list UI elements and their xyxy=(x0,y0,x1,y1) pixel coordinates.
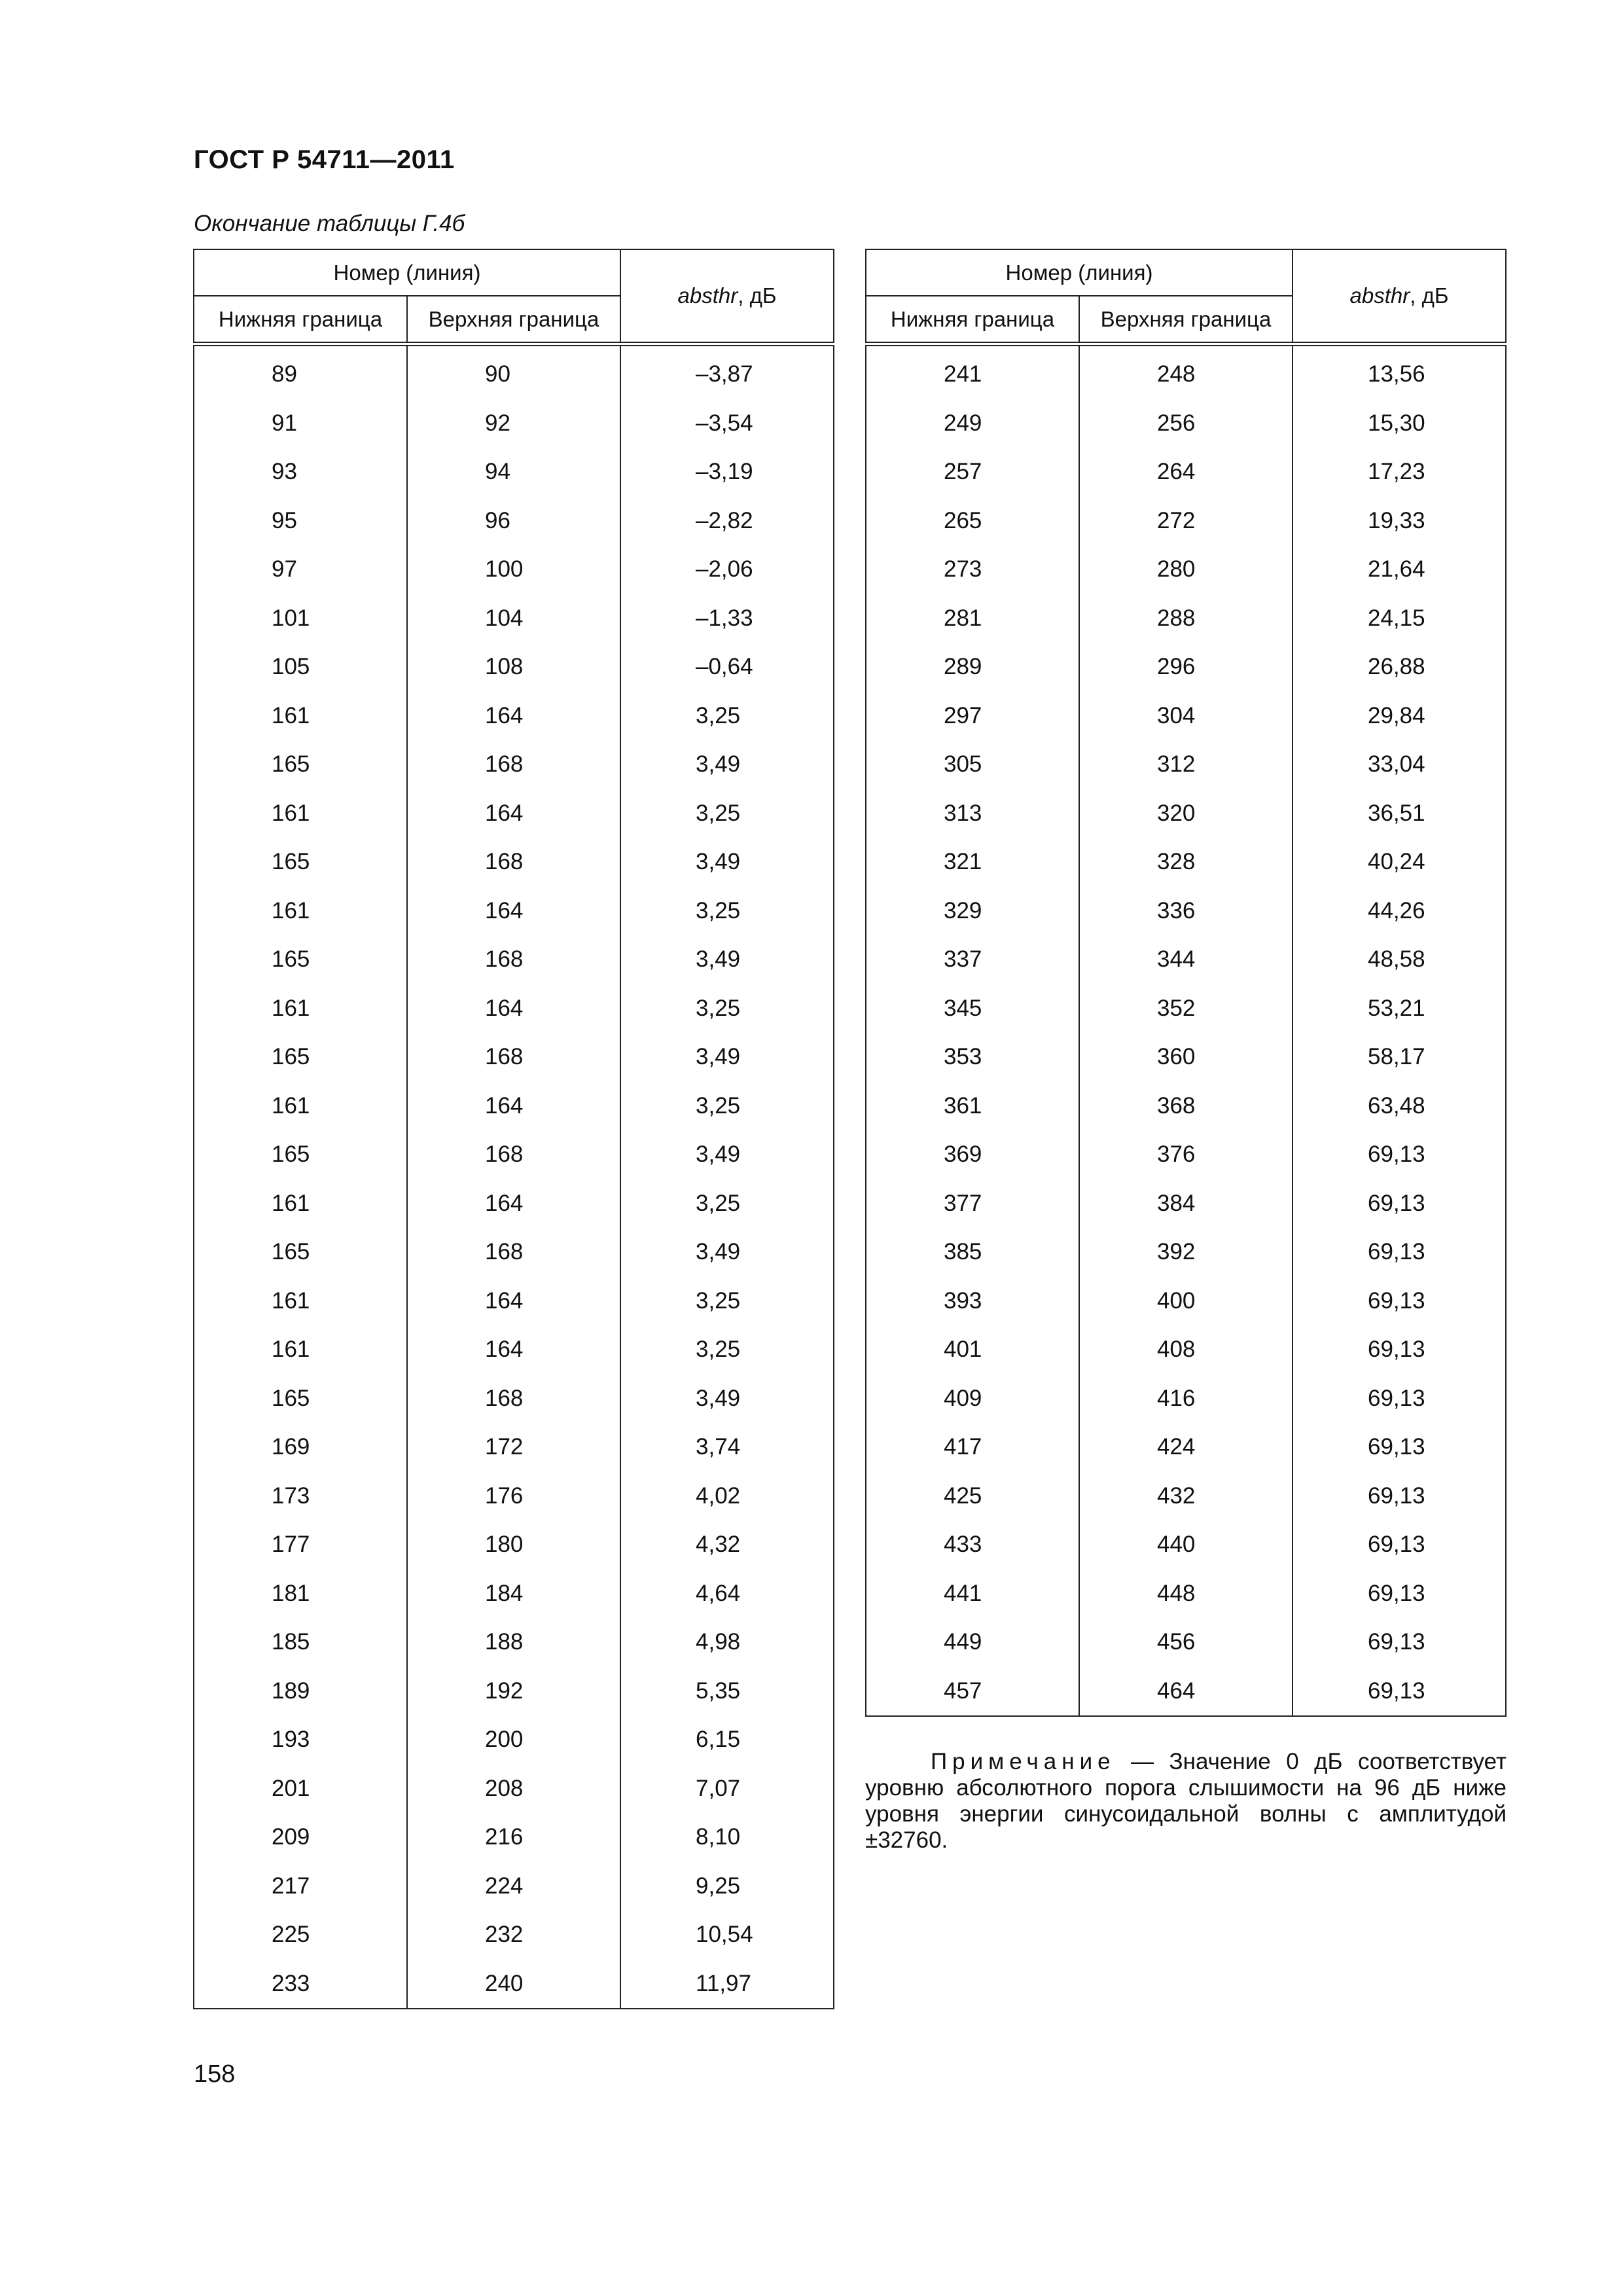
table-row xyxy=(866,692,1506,741)
cell-lower-bound: 257 xyxy=(866,448,1079,497)
cell-absthr: 4,32 xyxy=(620,1520,834,1570)
cell-lower-bound: 165 xyxy=(194,740,407,789)
cell-lower-bound: 385 xyxy=(866,1228,1079,1277)
cell-lower-bound: 345 xyxy=(866,984,1079,1033)
cell-lower-bound: 95 xyxy=(194,497,407,546)
cell-upper-bound: 336 xyxy=(1079,887,1293,936)
cell-absthr: 69,13 xyxy=(1293,1228,1506,1277)
table-row xyxy=(194,1228,834,1277)
cell-lower-bound: 449 xyxy=(866,1618,1079,1667)
table-row xyxy=(866,399,1506,448)
cell-lower-bound: 161 xyxy=(194,984,407,1033)
cell-upper-bound: 432 xyxy=(1079,1472,1293,1521)
cell-lower-bound: 193 xyxy=(194,1715,407,1765)
cell-lower-bound: 409 xyxy=(866,1374,1079,1424)
cell-lower-bound: 161 xyxy=(194,1082,407,1131)
cell-upper-bound: 200 xyxy=(407,1715,620,1765)
table-row xyxy=(866,344,1506,399)
cell-lower-bound: 165 xyxy=(194,1374,407,1424)
cell-upper-bound: 100 xyxy=(407,545,620,594)
cell-upper-bound: 400 xyxy=(1079,1277,1293,1326)
table-note xyxy=(865,1749,1507,1854)
cell-upper-bound: 256 xyxy=(1079,399,1293,448)
cell-absthr: 3,49 xyxy=(620,1130,834,1179)
cell-lower-bound: 289 xyxy=(866,643,1079,692)
cell-upper-bound: 168 xyxy=(407,935,620,984)
cell-upper-bound: 320 xyxy=(1079,789,1293,838)
cell-absthr: 63,48 xyxy=(1293,1082,1506,1131)
cell-absthr: 3,49 xyxy=(620,1374,834,1424)
cell-lower-bound: 401 xyxy=(866,1325,1079,1374)
cell-absthr: 69,13 xyxy=(1293,1130,1506,1179)
header-group-number: Номер (линия) xyxy=(866,249,1293,296)
cell-upper-bound: 240 xyxy=(407,1960,620,2009)
table-row xyxy=(866,448,1506,497)
cell-absthr: –3,54 xyxy=(620,399,834,448)
cell-upper-bound: 208 xyxy=(407,1765,620,1814)
cell-upper-bound: 176 xyxy=(407,1472,620,1521)
cell-upper-bound: 164 xyxy=(407,789,620,838)
table-right xyxy=(865,249,1507,1717)
header-absthr-unit: , дБ xyxy=(1410,283,1449,308)
header-upper-bound: Верхняя граница xyxy=(1079,296,1293,344)
cell-lower-bound: 209 xyxy=(194,1813,407,1862)
cell-upper-bound: 224 xyxy=(407,1862,620,1911)
cell-absthr: 3,25 xyxy=(620,1082,834,1131)
cell-absthr: 40,24 xyxy=(1293,838,1506,887)
table-row xyxy=(866,838,1506,887)
cell-lower-bound: 161 xyxy=(194,1277,407,1326)
cell-lower-bound: 329 xyxy=(866,887,1079,936)
cell-upper-bound: 168 xyxy=(407,1374,620,1424)
table-row xyxy=(866,1325,1506,1374)
table-row xyxy=(866,740,1506,789)
cell-lower-bound: 105 xyxy=(194,643,407,692)
cell-absthr: 11,97 xyxy=(620,1960,834,2009)
cell-lower-bound: 161 xyxy=(194,887,407,936)
cell-absthr: 33,04 xyxy=(1293,740,1506,789)
cell-lower-bound: 393 xyxy=(866,1277,1079,1326)
cell-absthr: 3,25 xyxy=(620,984,834,1033)
cell-lower-bound: 297 xyxy=(866,692,1079,741)
cell-upper-bound: 168 xyxy=(407,1228,620,1277)
cell-lower-bound: 265 xyxy=(866,497,1079,546)
cell-lower-bound: 91 xyxy=(194,399,407,448)
header-upper-bound: Верхняя граница xyxy=(407,296,620,344)
cell-upper-bound: 168 xyxy=(407,1130,620,1179)
table-row xyxy=(866,1033,1506,1082)
table-row xyxy=(194,1374,834,1424)
cell-upper-bound: 192 xyxy=(407,1667,620,1716)
table-row xyxy=(194,1082,834,1131)
cell-absthr: 3,25 xyxy=(620,1277,834,1326)
cell-lower-bound: 189 xyxy=(194,1667,407,1716)
cell-absthr: 3,25 xyxy=(620,1179,834,1229)
table-row xyxy=(866,1082,1506,1131)
cell-absthr: 5,35 xyxy=(620,1667,834,1716)
cell-lower-bound: 97 xyxy=(194,545,407,594)
cell-lower-bound: 165 xyxy=(194,1228,407,1277)
table-row xyxy=(194,1277,834,1326)
cell-lower-bound: 361 xyxy=(866,1082,1079,1131)
page-number: 158 xyxy=(194,2060,236,2088)
cell-absthr: 3,49 xyxy=(620,1228,834,1277)
table-row xyxy=(866,1520,1506,1570)
cell-lower-bound: 233 xyxy=(194,1960,407,2009)
cell-upper-bound: 188 xyxy=(407,1618,620,1667)
cell-lower-bound: 425 xyxy=(866,1472,1079,1521)
cell-absthr: 4,02 xyxy=(620,1472,834,1521)
cell-absthr: 3,49 xyxy=(620,935,834,984)
table-row xyxy=(194,1423,834,1472)
cell-lower-bound: 93 xyxy=(194,448,407,497)
cell-lower-bound: 185 xyxy=(194,1618,407,1667)
cell-absthr: 69,13 xyxy=(1293,1374,1506,1424)
cell-upper-bound: 280 xyxy=(1079,545,1293,594)
cell-upper-bound: 304 xyxy=(1079,692,1293,741)
table-row xyxy=(866,935,1506,984)
cell-upper-bound: 360 xyxy=(1079,1033,1293,1082)
cell-upper-bound: 448 xyxy=(1079,1570,1293,1619)
cell-absthr: 3,49 xyxy=(620,740,834,789)
cell-upper-bound: 168 xyxy=(407,838,620,887)
cell-absthr: 3,25 xyxy=(620,789,834,838)
cell-upper-bound: 376 xyxy=(1079,1130,1293,1179)
header-absthr xyxy=(1293,249,1506,344)
cell-upper-bound: 272 xyxy=(1079,497,1293,546)
cell-upper-bound: 312 xyxy=(1079,740,1293,789)
header-absthr-unit: , дБ xyxy=(738,283,777,308)
cell-absthr: 29,84 xyxy=(1293,692,1506,741)
cell-absthr: 10,54 xyxy=(620,1910,834,1960)
cell-upper-bound: 440 xyxy=(1079,1520,1293,1570)
cell-upper-bound: 164 xyxy=(407,1277,620,1326)
cell-lower-bound: 457 xyxy=(866,1667,1079,1717)
table-row xyxy=(194,545,834,594)
cell-lower-bound: 313 xyxy=(866,789,1079,838)
cell-upper-bound: 180 xyxy=(407,1520,620,1570)
table-row xyxy=(866,984,1506,1033)
cell-upper-bound: 248 xyxy=(1079,344,1293,399)
cell-lower-bound: 337 xyxy=(866,935,1079,984)
cell-lower-bound: 165 xyxy=(194,838,407,887)
table-row xyxy=(866,1130,1506,1179)
cell-absthr: 3,25 xyxy=(620,692,834,741)
cell-upper-bound: 184 xyxy=(407,1570,620,1619)
cell-lower-bound: 161 xyxy=(194,692,407,741)
cell-lower-bound: 173 xyxy=(194,1472,407,1521)
table-row xyxy=(194,1618,834,1667)
table-row xyxy=(194,1960,834,2009)
table-row xyxy=(866,643,1506,692)
cell-lower-bound: 181 xyxy=(194,1570,407,1619)
table-row xyxy=(194,497,834,546)
cell-upper-bound: 392 xyxy=(1079,1228,1293,1277)
cell-lower-bound: 225 xyxy=(194,1910,407,1960)
table-row xyxy=(194,692,834,741)
cell-upper-bound: 96 xyxy=(407,497,620,546)
cell-lower-bound: 369 xyxy=(866,1130,1079,1179)
cell-upper-bound: 108 xyxy=(407,643,620,692)
table-row xyxy=(194,887,834,936)
header-absthr-name: absthr xyxy=(677,283,738,308)
cell-lower-bound: 441 xyxy=(866,1570,1079,1619)
table-row xyxy=(866,1667,1506,1717)
table-row xyxy=(194,1910,834,1960)
table-row xyxy=(194,643,834,692)
cell-absthr: –3,19 xyxy=(620,448,834,497)
table-row xyxy=(194,1813,834,1862)
cell-upper-bound: 164 xyxy=(407,984,620,1033)
table-row xyxy=(866,1228,1506,1277)
table-row xyxy=(194,740,834,789)
cell-lower-bound: 273 xyxy=(866,545,1079,594)
cell-upper-bound: 216 xyxy=(407,1813,620,1862)
table-row xyxy=(866,594,1506,643)
cell-absthr: 24,15 xyxy=(1293,594,1506,643)
cell-lower-bound: 161 xyxy=(194,1325,407,1374)
cell-upper-bound: 464 xyxy=(1079,1667,1293,1717)
cell-absthr: 7,07 xyxy=(620,1765,834,1814)
cell-lower-bound: 161 xyxy=(194,789,407,838)
cell-lower-bound: 417 xyxy=(866,1423,1079,1472)
cell-absthr: –0,64 xyxy=(620,643,834,692)
cell-upper-bound: 384 xyxy=(1079,1179,1293,1229)
cell-upper-bound: 344 xyxy=(1079,935,1293,984)
table-row xyxy=(194,1472,834,1521)
document-title: ГОСТ Р 54711—2011 xyxy=(194,145,455,174)
table-row xyxy=(194,399,834,448)
cell-lower-bound: 169 xyxy=(194,1423,407,1472)
cell-lower-bound: 353 xyxy=(866,1033,1079,1082)
cell-upper-bound: 168 xyxy=(407,740,620,789)
cell-lower-bound: 433 xyxy=(866,1520,1079,1570)
table-row xyxy=(866,789,1506,838)
cell-upper-bound: 328 xyxy=(1079,838,1293,887)
note-text: — Значение 0 дБ соответствует уровню абсолютного порога слышимости на 96 дБ ниже уровня энергии синусоидальной волны с амплитудой ±32760. xyxy=(865,1749,1507,1853)
cell-absthr: 69,13 xyxy=(1293,1179,1506,1229)
table-right-body xyxy=(866,344,1506,1717)
table-row xyxy=(194,1179,834,1229)
table-row xyxy=(194,935,834,984)
cell-lower-bound: 249 xyxy=(866,399,1079,448)
cell-absthr: 48,58 xyxy=(1293,935,1506,984)
cell-absthr: 26,88 xyxy=(1293,643,1506,692)
table-row xyxy=(866,497,1506,546)
cell-absthr: 69,13 xyxy=(1293,1423,1506,1472)
cell-lower-bound: 281 xyxy=(866,594,1079,643)
cell-upper-bound: 94 xyxy=(407,448,620,497)
cell-upper-bound: 90 xyxy=(407,344,620,399)
cell-absthr: 3,49 xyxy=(620,1033,834,1082)
cell-absthr: 36,51 xyxy=(1293,789,1506,838)
cell-absthr: 3,74 xyxy=(620,1423,834,1472)
cell-absthr: –1,33 xyxy=(620,594,834,643)
cell-lower-bound: 377 xyxy=(866,1179,1079,1229)
table-row xyxy=(194,789,834,838)
cell-absthr: –2,82 xyxy=(620,497,834,546)
cell-upper-bound: 296 xyxy=(1079,643,1293,692)
cell-lower-bound: 165 xyxy=(194,935,407,984)
cell-absthr: 58,17 xyxy=(1293,1033,1506,1082)
cell-absthr: 53,21 xyxy=(1293,984,1506,1033)
table-row xyxy=(194,1130,834,1179)
cell-upper-bound: 232 xyxy=(407,1910,620,1960)
table-row xyxy=(194,448,834,497)
cell-absthr: 4,64 xyxy=(620,1570,834,1619)
cell-absthr: 15,30 xyxy=(1293,399,1506,448)
cell-absthr: 69,13 xyxy=(1293,1570,1506,1619)
table-row xyxy=(194,1520,834,1570)
cell-absthr: 3,25 xyxy=(620,887,834,936)
table-row xyxy=(866,1374,1506,1424)
header-group-number: Номер (линия) xyxy=(194,249,620,296)
cell-upper-bound: 172 xyxy=(407,1423,620,1472)
table-row xyxy=(866,1472,1506,1521)
table-row xyxy=(866,1618,1506,1667)
cell-lower-bound: 177 xyxy=(194,1520,407,1570)
cell-lower-bound: 161 xyxy=(194,1179,407,1229)
header-absthr-name: absthr xyxy=(1349,283,1410,308)
cell-upper-bound: 164 xyxy=(407,692,620,741)
cell-upper-bound: 92 xyxy=(407,399,620,448)
table-row xyxy=(194,344,834,399)
cell-absthr: 69,13 xyxy=(1293,1667,1506,1717)
table-row xyxy=(866,545,1506,594)
cell-lower-bound: 201 xyxy=(194,1765,407,1814)
cell-absthr: 6,15 xyxy=(620,1715,834,1765)
table-row xyxy=(194,984,834,1033)
table-row xyxy=(866,1179,1506,1229)
cell-lower-bound: 305 xyxy=(866,740,1079,789)
header-lower-bound: Нижняя граница xyxy=(866,296,1079,344)
cell-absthr: 69,13 xyxy=(1293,1618,1506,1667)
table-row xyxy=(866,1277,1506,1326)
table-row xyxy=(194,1862,834,1911)
cell-lower-bound: 241 xyxy=(866,344,1079,399)
table-row xyxy=(866,1570,1506,1619)
cell-upper-bound: 104 xyxy=(407,594,620,643)
table-row xyxy=(194,1667,834,1716)
cell-upper-bound: 352 xyxy=(1079,984,1293,1033)
cell-absthr: 69,13 xyxy=(1293,1520,1506,1570)
cell-absthr: 69,13 xyxy=(1293,1325,1506,1374)
cell-lower-bound: 89 xyxy=(194,344,407,399)
cell-upper-bound: 288 xyxy=(1079,594,1293,643)
cell-absthr: 4,98 xyxy=(620,1618,834,1667)
table-row xyxy=(194,1765,834,1814)
cell-absthr: 44,26 xyxy=(1293,887,1506,936)
table-caption: Окончание таблицы Г.4б xyxy=(194,211,465,236)
table-row xyxy=(194,1033,834,1082)
table-row xyxy=(866,887,1506,936)
table-row xyxy=(866,1423,1506,1472)
cell-upper-bound: 164 xyxy=(407,887,620,936)
cell-upper-bound: 456 xyxy=(1079,1618,1293,1667)
cell-absthr: 21,64 xyxy=(1293,545,1506,594)
table-left xyxy=(193,249,834,2009)
cell-absthr: 13,56 xyxy=(1293,344,1506,399)
table-row xyxy=(194,594,834,643)
cell-upper-bound: 408 xyxy=(1079,1325,1293,1374)
table-row xyxy=(194,838,834,887)
cell-absthr: 3,49 xyxy=(620,838,834,887)
table-left-body xyxy=(194,344,834,2009)
note-lead: Примечание xyxy=(931,1749,1116,1774)
cell-lower-bound: 217 xyxy=(194,1862,407,1911)
cell-absthr: 69,13 xyxy=(1293,1472,1506,1521)
cell-lower-bound: 321 xyxy=(866,838,1079,887)
header-lower-bound: Нижняя граница xyxy=(194,296,407,344)
table-row xyxy=(194,1715,834,1765)
cell-upper-bound: 164 xyxy=(407,1179,620,1229)
cell-absthr: 8,10 xyxy=(620,1813,834,1862)
cell-lower-bound: 165 xyxy=(194,1033,407,1082)
cell-absthr: –2,06 xyxy=(620,545,834,594)
cell-upper-bound: 164 xyxy=(407,1082,620,1131)
cell-upper-bound: 264 xyxy=(1079,448,1293,497)
cell-upper-bound: 164 xyxy=(407,1325,620,1374)
cell-lower-bound: 101 xyxy=(194,594,407,643)
cell-absthr: –3,87 xyxy=(620,344,834,399)
cell-absthr: 17,23 xyxy=(1293,448,1506,497)
table-row xyxy=(194,1570,834,1619)
cell-upper-bound: 168 xyxy=(407,1033,620,1082)
cell-absthr: 3,25 xyxy=(620,1325,834,1374)
cell-upper-bound: 416 xyxy=(1079,1374,1293,1424)
cell-absthr: 69,13 xyxy=(1293,1277,1506,1326)
table-row xyxy=(194,1325,834,1374)
header-absthr xyxy=(620,249,834,344)
cell-absthr: 19,33 xyxy=(1293,497,1506,546)
cell-upper-bound: 424 xyxy=(1079,1423,1293,1472)
cell-absthr: 9,25 xyxy=(620,1862,834,1911)
cell-lower-bound: 165 xyxy=(194,1130,407,1179)
cell-upper-bound: 368 xyxy=(1079,1082,1293,1131)
